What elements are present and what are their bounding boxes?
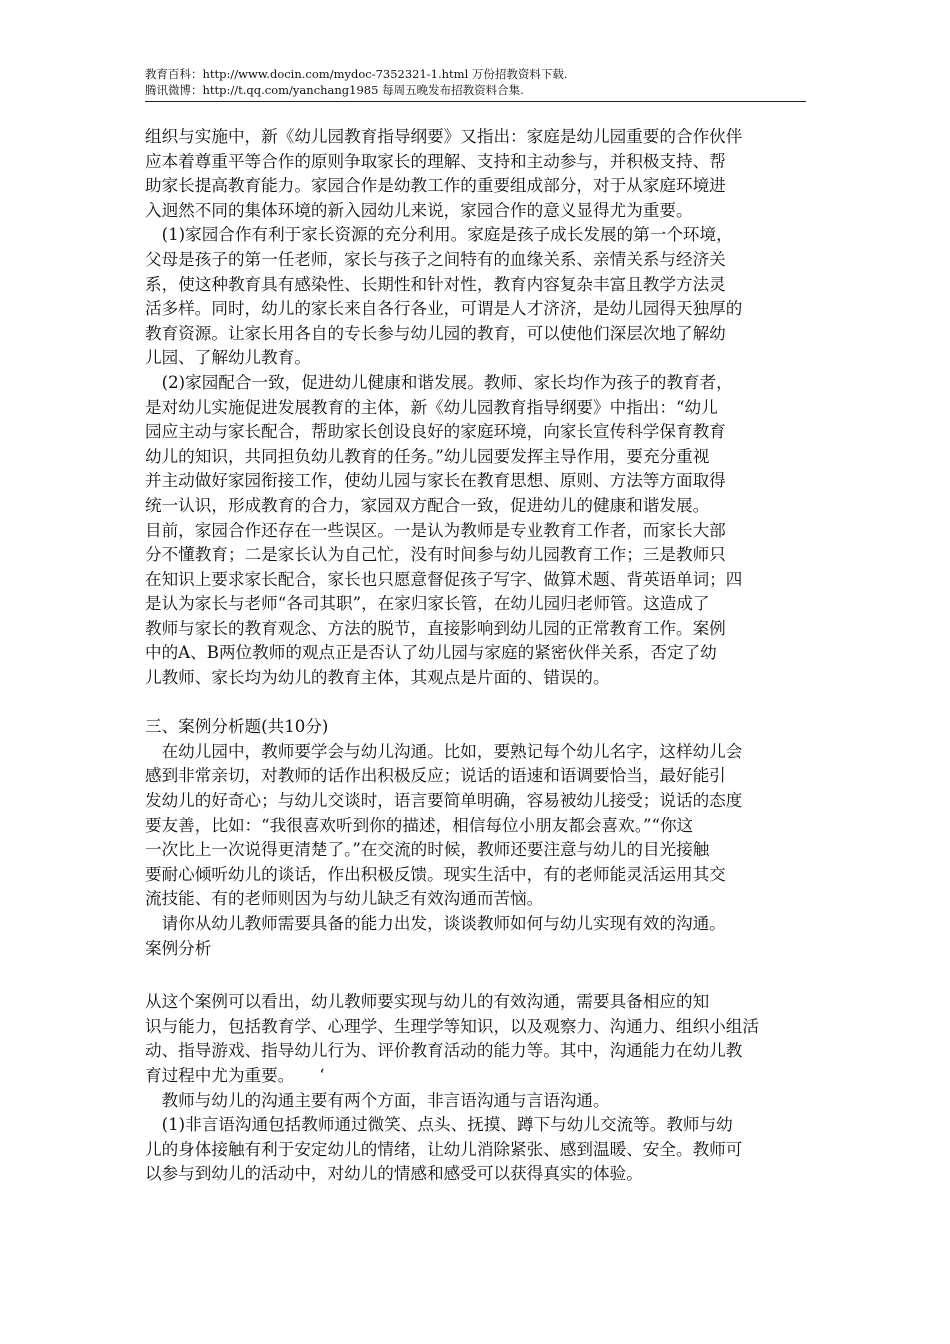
text-line: (2)家园配合一致，促进幼儿健康和谐发展。教师、家长均作为孩子的教育者， xyxy=(145,372,733,392)
text-line: 教师与幼儿的沟通主要有两个方面，非言语沟通与言语沟通。 xyxy=(145,1090,610,1110)
header-docin-line: 教育百科：http://www.docin.com/mydoc-7352321-1.html 万份招教资料下载. xyxy=(145,67,568,81)
text-line: 流技能、有的老师则因为与幼儿缺乏有效沟通而苦恼。 xyxy=(145,889,544,909)
text-line: 组织与实施中，新《幼儿园教育指导纲要》又指出：家庭是幼儿园重要的合作伙伴 xyxy=(145,127,743,146)
section-case-analysis-question xyxy=(145,715,809,961)
text-line: 分不懂教育；二是家长认为自己忙，没有时间参与幼儿园教育工作；三是教师只 xyxy=(145,545,726,565)
text-line: 要友善，比如：“我很喜欢听到你的描述，相信每位小朋友都会喜欢。”“你这 xyxy=(145,815,694,835)
text-line: 园应主动与家长配合，帮助家长创设良好的家庭环境，向家长宣传科学保育教育 xyxy=(145,422,726,442)
text-line: 统一认识，形成教育的合力，家园双方配合一致，促进幼儿的健康和谐发展。 xyxy=(145,495,710,515)
paragraph-gap xyxy=(145,691,809,716)
text-line: 感到非常亲切，对教师的话作出积极反应；说话的语速和语调要恰当，最好能引 xyxy=(145,766,726,786)
text-line: 应本着尊重平等合作的原则争取家长的理解、支持和主动参与，并积极支持、帮 xyxy=(145,151,726,171)
text-line: 动、指导游戏、指导幼儿行为、评价教育活动的能力等。其中，沟通能力在幼儿教 xyxy=(145,1041,743,1061)
text-line: 请你从幼儿教师需要具备的能力出发，谈谈教师如何与幼儿实现有效的沟通。 xyxy=(145,914,726,933)
text-line: 发幼儿的好奇心；与幼儿交谈时，语言要简单明确，容易被幼儿接受；说话的态度 xyxy=(145,791,743,811)
text-line: 教师与家长的教育观念、方法的脱节，直接影响到幼儿园的正常教育工作。案例 xyxy=(145,618,726,638)
text-line: 识与能力，包括教育学、心理学、生理学等知识，以及观察力、沟通力、组织小组活 xyxy=(145,1016,759,1036)
text-line: 父母是孩子的第一任老师，家长与孩子之间特有的血缘关系、亲情关系与经济关 xyxy=(145,249,726,269)
text-line: 儿园、了解幼儿教育。 xyxy=(145,348,311,368)
text-line: 是认为家长与老师“各司其职”，在家归家长管，在幼儿园归老师管。这造成了 xyxy=(145,594,710,614)
text-line: 在幼儿园中，教师要学会与幼儿沟通。比如，要熟记每个幼儿名字，这样幼儿会 xyxy=(145,741,743,761)
section-home-cooperation xyxy=(145,125,809,691)
text-line: 活多样。同时，幼儿的家长来自各行各业，可谓是人才济济，是幼儿园得天独厚的 xyxy=(145,299,743,319)
text-line: 从这个案例可以看出，幼儿教师要实现与幼儿的有效沟通，需要具备相应的知 xyxy=(145,992,710,1012)
header-divider xyxy=(145,101,806,102)
text-line: 入迥然不同的集体环境的新入园幼儿来说，家园合作的意义显得尤为重要。 xyxy=(145,200,693,220)
analysis-label: 案例分析 xyxy=(145,938,212,958)
paragraph-gap xyxy=(145,961,809,990)
text-line: 以参与到幼儿的活动中，对幼儿的情感和感受可以获得真实的体验。 xyxy=(145,1164,643,1184)
section-case-analysis-answer xyxy=(145,990,809,1187)
header-weibo-line: 腾讯微博：http://t.qq.com/yanchang1985 每周五晚发布招教资料合集. xyxy=(145,83,524,97)
section-heading: 三、案例分析题(共10分) xyxy=(145,717,329,737)
text-line: 目前，家园合作还存在一些误区。一是认为教师是专业教育工作者，而家长大部 xyxy=(145,520,726,540)
text-line: 是对幼儿实施促进发展教育的主体，新《幼儿园教育指导纲要》中指出：“幼儿 xyxy=(145,397,718,417)
text-line: 要耐心倾听幼儿的谈话，作出积极反馈。现实生活中，有的老师能灵活运用其交 xyxy=(145,864,726,884)
text-line: 助家长提高教育能力。家园合作是幼教工作的重要组成部分，对于从家庭环境进 xyxy=(145,176,726,196)
text-line: (1)家园合作有利于家长资源的充分利用。家庭是孩子成长发展的第一个环境， xyxy=(145,225,733,245)
text-line: 幼儿的知识，共同担负幼儿教育的任务。”幼儿园要发挥主导作用，要充分重视 xyxy=(145,446,710,466)
text-line: (1)非言语沟通包括教师通过微笑、点头、抚摸、蹲下与幼儿交流等。教师与幼 xyxy=(145,1115,733,1135)
page-header xyxy=(145,66,806,98)
text-line: 儿的身体接触有利于安定幼儿的情绪，让幼儿消除紧张、感到温暖、安全。教师可 xyxy=(145,1139,743,1159)
text-line: 教育资源。让家长用各自的专长参与幼儿园的教育，可以使他们深层次地了解幼 xyxy=(145,323,726,343)
text-line: 一次比上一次说得更清楚了。”在交流的时候，教师还要注意与幼儿的目光接触 xyxy=(145,840,710,860)
text-line: 儿教师、家长均为幼儿的教育主体，其观点是片面的、错误的。 xyxy=(145,668,610,688)
text-line: 在知识上要求家长配合，家长也只愿意督促孩子写字、做算术题、背英语单词；四 xyxy=(145,569,743,589)
text-line: 系，使这种教育具有感染性、长期性和针对性，教育内容复杂丰富且教学方法灵 xyxy=(145,274,726,294)
text-line: 育过程中尤为重要。 ‘ xyxy=(145,1065,325,1085)
document-body xyxy=(145,125,809,1187)
text-line: 中的A、B两位教师的观点正是否认了幼儿园与家庭的紧密伙伴关系，否定了幼 xyxy=(145,643,717,663)
text-line: 并主动做好家园衔接工作，使幼儿园与家长在教育思想、原则、方法等方面取得 xyxy=(145,471,726,491)
